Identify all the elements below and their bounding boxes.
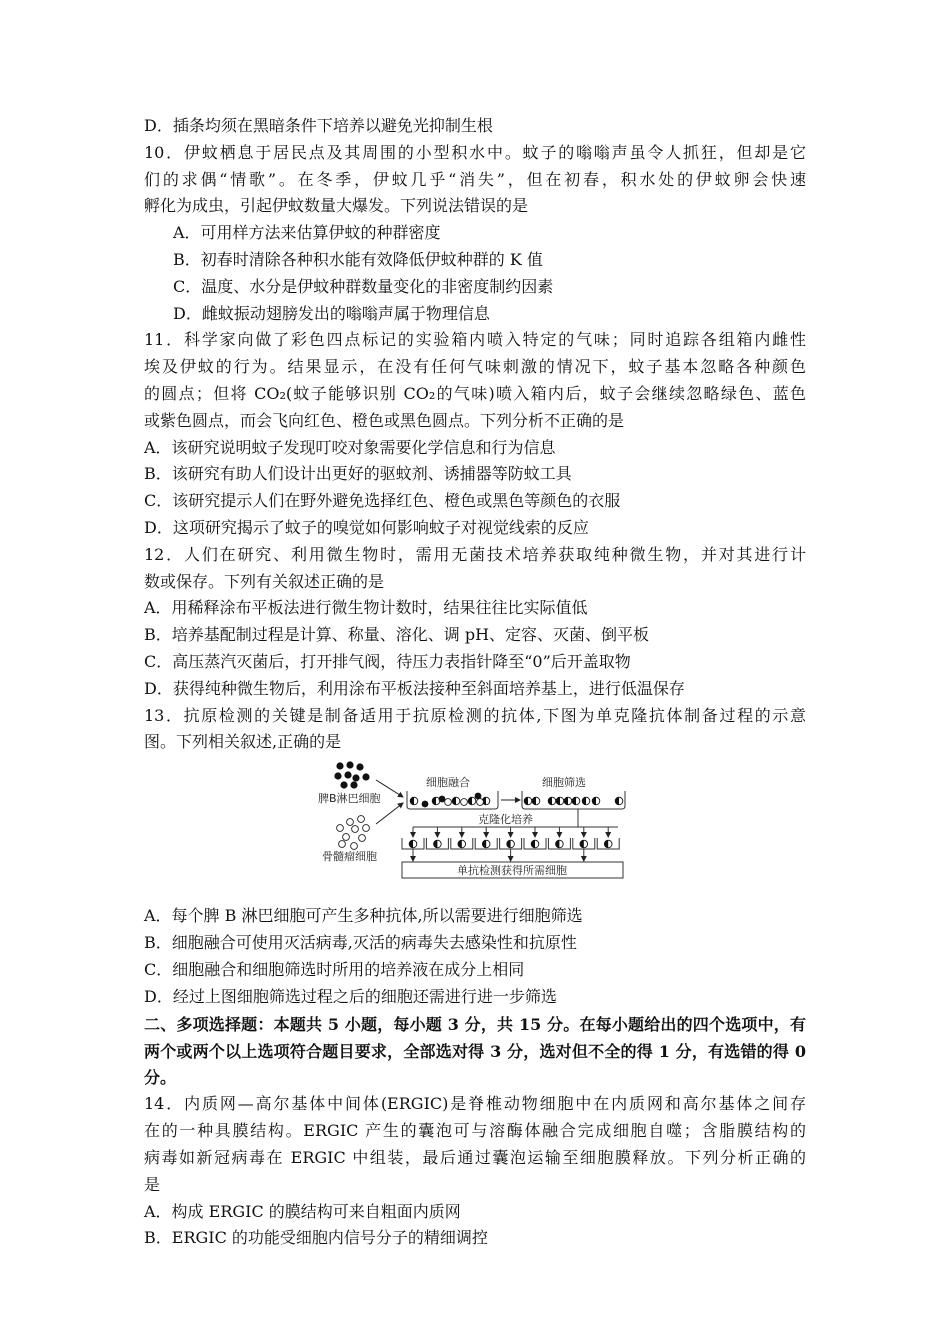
question-stem-line: 埃及伊蚊的行为。结果显示，在没有任何气味刺激的情况下，蚊子基本忽略各种颜色 [144,357,806,377]
myeloma-cell [445,799,452,806]
option-a: A．构成 ERGIC 的膜结构可来自粗面内质网 [144,1201,461,1221]
question-13 [144,703,806,1011]
hybrid-cell [434,840,442,848]
hybrid-cell [582,797,590,805]
b-lymphocyte-cells [334,762,369,789]
section-2-header [144,1012,806,1091]
myeloma-label: 骨髓瘤细胞 [322,850,377,864]
question-stem-line: 或紫色圆点，而会飞向红色、橙色或黑色圆点。下列分析不正确的是 [144,410,625,430]
cloning-label: 克隆化培养 [478,813,533,827]
option-c: C．该研究提示人们在野外避免选择红色、橙色或黑色等颜色的衣服 [144,491,621,511]
section-header-line: 二、多项选择题：本题共 5 小题，每小题 3 分，共 15 分。在每小题给出的四个选项中，有 [144,1015,806,1035]
question-stem-line: 14．内质网—高尔基体中间体(ERGIC)是脊椎动物细胞中在内质网和高尔基体之间存 [144,1094,806,1114]
hybrid-cell [432,797,440,805]
b-cell [422,801,429,808]
hybrid-cell [564,797,572,805]
hybrid-cell [531,840,539,848]
hybrid-cell [604,840,612,848]
option-b: B．初春时清除各种积水能有效降低伊蚊种群的 K 值 [173,249,543,269]
b-cell [346,762,353,769]
question-stem-line: 12．人们在研究、利用微生物时，需用无菌技术培养获取纯种微生物，并对其进行计 [144,544,806,564]
question-stem-line: 11．科学家向做了彩色四点标记的实验箱内喷入特定的气味；同时追踪各组箱内雌性 [144,330,806,350]
hybrid-cell [409,840,417,848]
myeloma-cell [359,835,366,842]
b-cell [362,774,369,781]
question-12 [144,542,806,703]
question-10 [144,140,806,328]
option-c: C．高压蒸汽灭菌后，打开排气阀，待压力表指针降至“0”后开盖取物 [144,651,631,671]
hybrid-cell [532,797,540,805]
myeloma-cell [351,843,358,850]
clone-wells [402,827,619,861]
option-b: B．培养基配制过程是计算、称量、溶化、调 pH、定容、灭菌、倒平板 [144,625,650,645]
myeloma-cell [352,826,359,833]
question-stem-line: 病毒如新冠病毒在 ERGIC 中组装，最后通过囊泡运输至细胞膜释放。下列分析正确的 [144,1148,806,1168]
screening-label: 细胞筛选 [542,776,586,790]
hybrid-cell [580,840,588,848]
myeloma-cells [337,816,370,850]
hybrid-cell [452,797,460,805]
fusion-label: 细胞融合 [426,776,470,790]
hybrid-cell [556,840,564,848]
b-cell [356,764,363,771]
hybrid-cell [592,797,600,805]
b-cell-label: 脾B淋巴细胞 [318,792,381,806]
prev-question-option-d: D．插条均须在黑暗条件下培养以避免光抑制生根 [144,116,493,135]
question-stem-line: 的圆点；但将 CO₂(蚊子能够识别 CO₂的气味)喷入箱内后，蚊子会继续忽略绿色、蓝色 [144,383,806,403]
myeloma-cell [337,825,344,832]
hybrid-cell [410,797,418,805]
hybrid-cell [548,797,556,805]
b-cell [334,773,341,780]
hybrid-cell [556,797,564,805]
myeloma-cell [477,799,484,806]
option-b: B．细胞融合可使用灭活病毒,灭活的病毒失去感染性和抗原性 [144,932,577,952]
question-stem-line: 数或保存。下列有关叙述正确的是 [144,571,385,591]
arrow [376,803,403,824]
myeloma-cell [339,841,346,848]
question-stem-line: 孵化为成虫，引起伊蚊数量大爆发。下列说法错误的是 [144,196,529,216]
hybrid-cell [468,797,476,805]
question-stem-line: 们的求偶“情歌”。在冬季，伊蚊几乎“消失”，但在初春，积水处的伊蚊卵会快速 [144,169,806,189]
option-d: D．获得纯种微生物后，利用涂布平板法接种至斜面培养基上，进行低温保存 [144,678,685,698]
option-b: B．ERGIC 的功能受细胞内信号分子的精细调控 [144,1228,488,1248]
myeloma-cell [461,799,468,806]
question-14 [144,1091,806,1252]
question-stem-line: 图。下列相关叙述,正确的是 [144,732,342,752]
option-a: A．用稀释涂布平板法进行微生物计数时，结果往往比实际值低 [144,598,588,618]
question-stem-line: 13．抗原检测的关键是制备适用于抗原检测的抗体,下图为单克隆抗体制备过程的示意 [144,705,806,725]
b-cell [344,772,351,779]
option-d: D．经过上图细胞筛选过程之后的细胞还需进行进一步筛选 [144,986,557,1006]
exam-page [144,113,806,1252]
option-a: A．该研究说明蚊子发现叮咬对象需要化学信息和行为信息 [144,437,556,457]
hybrid-cell [615,797,623,805]
b-cell [336,763,343,770]
hybrid-cell [572,797,580,805]
hybrid-cell [507,840,515,848]
option-c: C．温度、水分是伊蚊种群数量变化的非密度制约因素 [173,276,554,296]
section-header-line: 分。 [144,1068,177,1088]
option-a: A．每个脾 B 淋巴细胞可产生多种抗体,所以需要进行细胞筛选 [144,906,583,926]
hybrid-cell [482,840,490,848]
b-cell [352,775,359,782]
question-stem-line: 在的一种具膜结构。ERGIC 产生的囊泡可与溶酶体融合完成细胞自噬；含脂膜结构的 [144,1121,806,1141]
myeloma-cell [358,816,365,823]
monoclonal-antibody-diagram [144,756,806,903]
question-stem-line: 10．伊蚊栖息于居民点及其周围的小型积水中。蚊子的嗡嗡声虽令人抓狂，但却是它 [144,142,806,162]
myeloma-cell [347,819,354,826]
myeloma-cell [343,834,350,841]
diagram-svg [310,758,640,883]
option-c: C．细胞融合和细胞筛选时所用的培养液在成分上相同 [144,959,525,979]
question-stem-line: 是 [144,1174,161,1194]
question-11 [144,327,806,541]
b-cell [340,782,347,789]
b-cell [350,782,357,789]
option-b: B．该研究有助人们设计出更好的驱蚊剂、诱捕器等防蚊工具 [144,464,572,484]
detection-label: 单抗检测获得所需细胞 [457,864,567,878]
hybrid-cell [524,797,532,805]
option-a: A．可用样方法来估算伊蚊的种群密度 [173,223,441,243]
hybrid-cell [458,840,466,848]
myeloma-cell [363,825,370,832]
option-d: D．这项研究揭示了蚊子的嗅觉如何影响蚊子对视觉线索的反应 [144,517,589,537]
option-d: D．雌蚊振动翅膀发出的嗡嗡声属于物理信息 [173,303,490,323]
section-header-line: 两个或两个以上选项符合题目要求，全部选对得 3 分，选对但不全的得 1 分，有选错的得 0 [144,1041,806,1061]
